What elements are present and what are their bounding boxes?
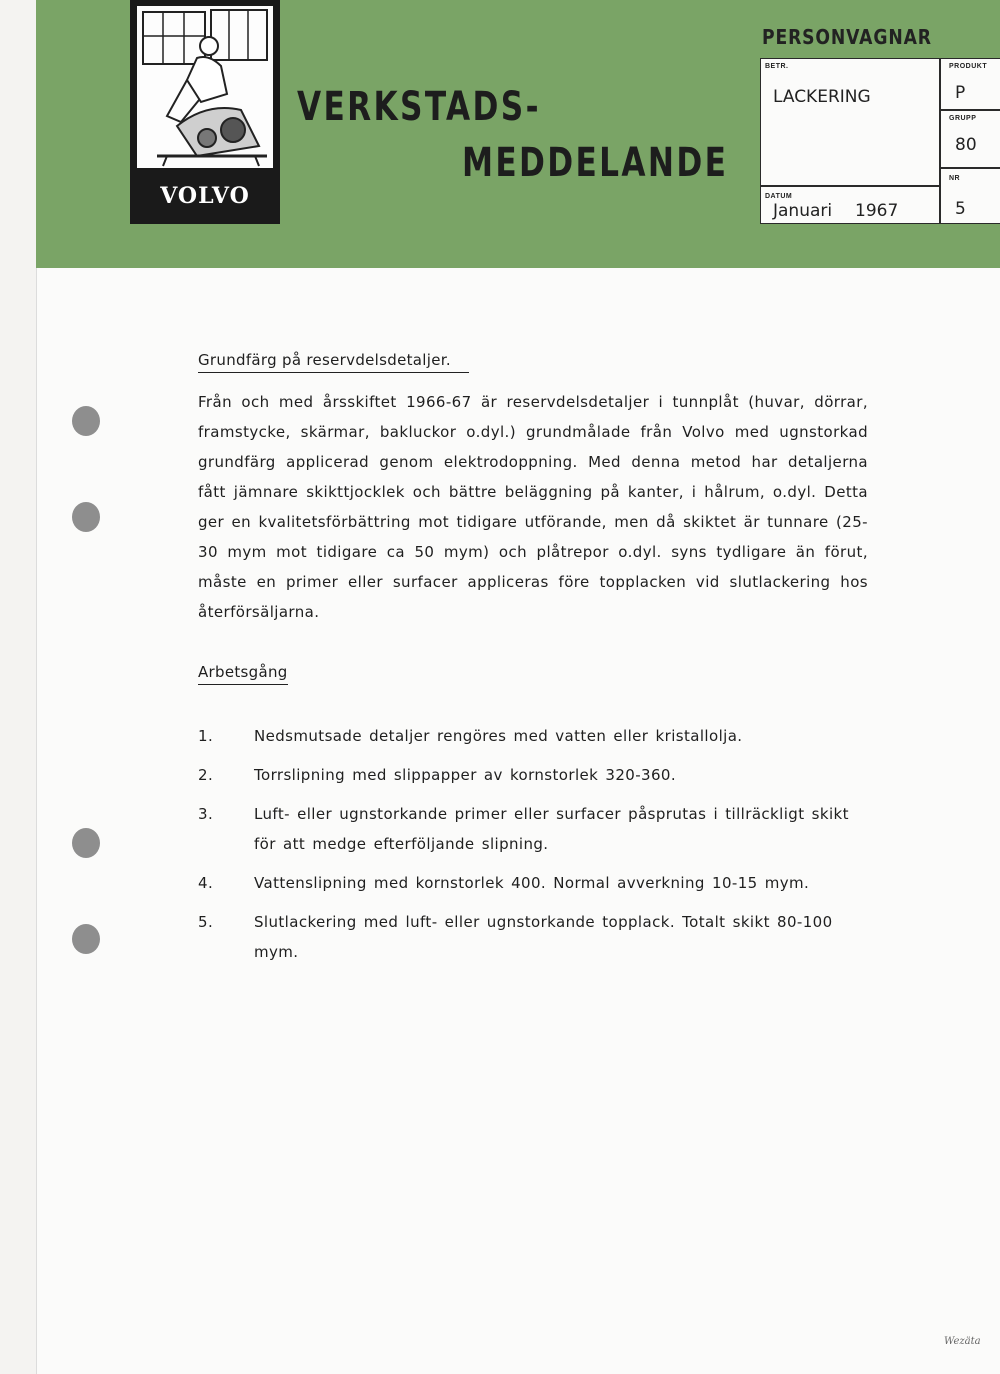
step-number: 1. <box>198 727 214 745</box>
step-text: Slutlackering med luft- eller ugnstorkande topplack. Totalt skikt 80-100 mym. <box>254 913 833 961</box>
printer-mark: Wezäta <box>944 1336 981 1347</box>
list-item <box>198 868 868 898</box>
step-number: 5. <box>198 913 214 931</box>
document-body <box>198 350 868 976</box>
step-number: 4. <box>198 874 214 892</box>
procedure-list <box>198 721 868 967</box>
list-item <box>198 721 868 751</box>
grupp-field <box>940 110 1000 168</box>
category-label: PERSONVAGNAR <box>762 25 932 49</box>
list-item <box>198 760 868 790</box>
nr-field <box>940 168 1000 224</box>
produkt-field <box>940 58 1000 110</box>
list-item <box>198 799 868 859</box>
nr-value: 5 <box>955 199 966 219</box>
step-text: Nedsmutsade detaljer rengöres med vatten eller kristallolja. <box>254 727 743 745</box>
betr-label: BETR. <box>765 63 789 70</box>
nr-label: NR <box>949 175 961 182</box>
title-line-2: MEDDELANDE <box>462 140 729 186</box>
step-text: Vattenslipning med kornstorlek 400. Normal avverkning 10-15 mym. <box>254 874 810 892</box>
punch-hole <box>72 502 100 532</box>
mechanic-illustration <box>137 6 273 168</box>
body-paragraph: Från och med årsskiftet 1966-67 är reservdelsdetaljer i tunnplåt (huvar, dörrar, framstycke, skärmar, bakluckor o.dyl.) grundmålade från Volvo med ugnstorkad grundfärg applicerad genom elektrodoppning. Med denna metod har detaljerna fått jämnare skikttjocklek och bättre beläggning på kanter, i hålrum, o.dyl. Detta ger en kvalitetsförbättring mot tidigare utförande, men då skiktet är tunnare (25-30 mym mot tidigare ca 50 mym) och plåtrepor o.dyl. syns tydligare än förut, måste en primer eller surfacer appliceras före topplacken vid slutlackering hos återförsäljarna. <box>198 393 868 621</box>
betr-value: LACKERING <box>773 87 871 107</box>
list-item <box>198 907 868 967</box>
grupp-label: GRUPP <box>949 115 977 122</box>
produkt-value: P <box>955 83 966 103</box>
produkt-label: PRODUKT <box>949 63 988 70</box>
volvo-logo: VOLVO <box>160 183 250 209</box>
step-number: 3. <box>198 805 214 823</box>
procedure-heading: Arbetsgång <box>198 663 288 685</box>
section-heading: Grundfärg på reservdelsdetaljer. <box>198 351 469 373</box>
step-text: Luft- eller ugnstorkande primer eller surfacer påsprutas i tillräckligt skikt för att medge efterföljande slipning. <box>254 805 849 853</box>
datum-year: 1967 <box>855 201 899 221</box>
datum-month: Januari <box>773 201 833 221</box>
punch-hole <box>72 406 100 436</box>
punch-hole <box>72 924 100 954</box>
grupp-value: 80 <box>955 135 977 155</box>
datum-field <box>760 186 940 224</box>
step-text: Torrslipning med slippapper av kornstorlek 320-360. <box>254 766 677 784</box>
datum-label: DATUM <box>765 193 793 200</box>
punch-hole <box>72 828 100 858</box>
title-line-1: VERKSTADS- <box>297 84 541 130</box>
step-number: 2. <box>198 766 214 784</box>
mechanic-drawing <box>137 6 273 168</box>
betr-field <box>760 58 940 186</box>
